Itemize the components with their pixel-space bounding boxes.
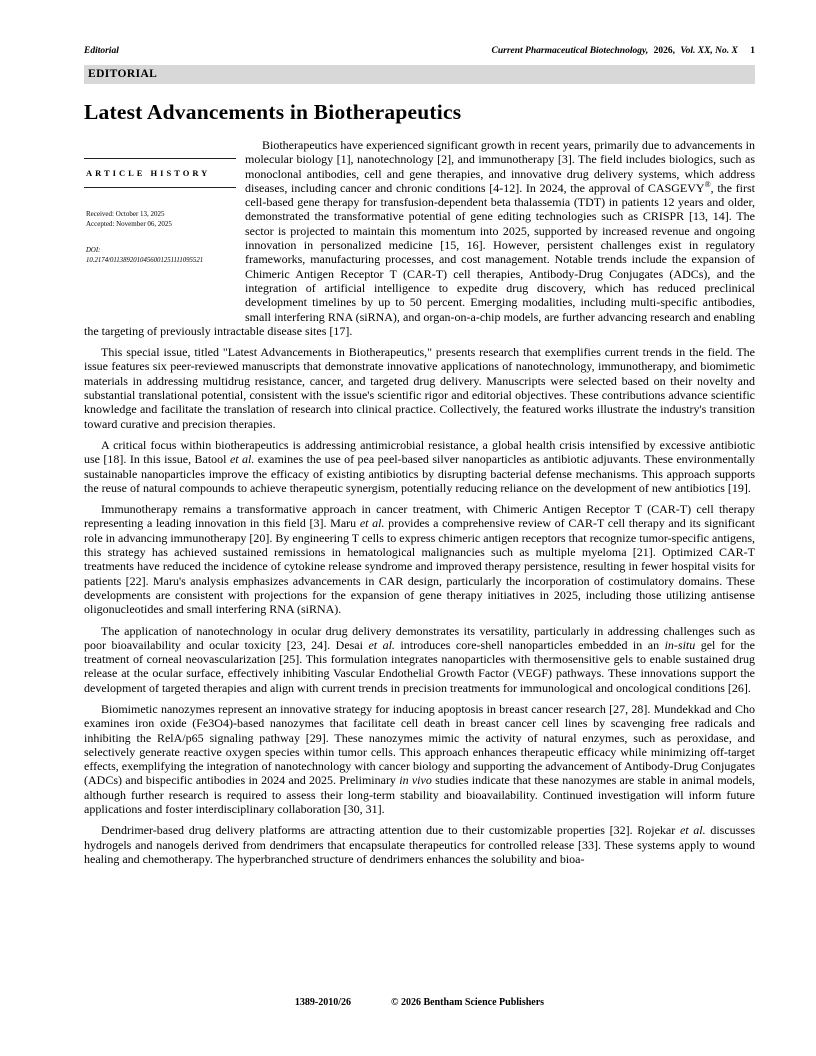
journal-name: Current Pharmaceutical Biotechnology, [491, 46, 649, 56]
journal-year: 2026, [653, 46, 675, 56]
doi-value: 10.2174/0113892010456001251111095521 [86, 257, 204, 265]
paragraph-intro: Biotherapeutics have experienced significant growth in recent years, primarily due to advancements in molecular biology [1], nanotechnology [2], and immunotherapy [3]. The field includes biologics, such as monoclonal antibodies, cell and gene therapies, and innovative drug delivery systems, which address diseases, including cancer and chronic conditions [4-12]. In 2024, the approval of CASGEVY®, the first cell-based gene therapy for transfusion-dependent beta thalassemia (TDT) in patients 12 years and older, demonstrated the transformative potential of gene editing technologies such as CRISPR [13, 14]. The sector is projected to maintain this momentum into 2025, supported by increased revenue and ongoing innovation in personalized medicine [15, 16]. However, persistent challenges exist in regulatory frameworks, manufacturing processes, and cost management. Notable trends include the expansion of Chimeric Antigen Receptor T (CAR-T) cell therapies, Antibody-Drug Conjugates (ADCs), and the integration of artificial intelligence to expedite drug discovery, which has reduced preclinical development timelines by up to 50 percent. Emerging modalities, including multi-specific antibodies, small interfering RNA (siRNA), and organ-on-a-chip models, are further advancing research and enabling the targeting of previously intractable disease sites [17]. [84, 138, 755, 338]
article-history-heading: ARTICLE HISTORY [86, 168, 211, 178]
doi-label: DOI: [86, 247, 101, 255]
paragraph-immunotherapy: Immunotherapy remains a transformative approach in cancer treatment, with Chimeric Antigen Receptor T (CAR-T) cell therapy representing a leading innovation in this field [3]. Maru et al. provides a comprehensive review of CAR-T cell therapy and its significant role in advancing immunotherapy [20]. By engineering T cells to express chimeric antigen receptors that recognize tumor-specific antigens, this strategy has achieved sustained remissions in hematological malignancies such as multiple myeloma [21]. Optimized CAR-T treatments have reduced the incidence of cytokine release syndrome and improved therapy persistence, resulting in fewer hospital visits for patients [22]. Maru's analysis emphasizes advancements in CAR design, particularly the incorporation of costimulatory domains. These developments are consistent with projections for the expansion of gene therapy initiatives in 2025, including those utilizing antisense oligonucleotides and small interfering RNA (siRNA). [84, 502, 755, 617]
article-title: Latest Advancements in Biotherapeutics [84, 100, 462, 124]
divider-bottom [84, 187, 236, 188]
running-head [84, 46, 755, 56]
page-footer [84, 997, 755, 1008]
article-history-box [84, 138, 236, 310]
article-body [84, 138, 755, 866]
issn-code: 1389-2010/26 [294, 997, 352, 1008]
paragraph-dendrimers: Dendrimer-based drug delivery platforms are attracting attention due to their customizable properties [32]. Rojekar et al. discusses hydrogels and nanogels derived from dendrimers that encapsulate therapeutics for controlled release [33]. These systems apply to wound healing and chemotherapy. The hyperbranched structure of dendrimers enhances the solubility and bioa- [84, 823, 755, 866]
accepted-date: Accepted: November 06, 2025 [86, 220, 172, 229]
journal-volume: Vol. XX, No. X [680, 46, 738, 56]
article-history-dates [84, 209, 236, 229]
running-head-right [489, 46, 755, 56]
paragraph-nanozymes: Biomimetic nanozymes represent an innovative strategy for inducing apoptosis in breast cancer research [27, 28]. Mundekkad and Cho examines iron oxide (Fe3O4)-based nanozymes that facilitate cell death in breast cancer cell lines by scavenging free radicals and inhibiting the RelA/p65 signaling pathway [29]. These nanozymes mimic the activity of natural enzymes, such as peroxidase, and selectively generate reactive oxygen species within tumor cells. This approach enhances therapeutic efficacy while minimizing off-target effects, exemplifying the integration of nanotechnology with cancer biology and supporting the advancement of Antibody-Drug Conjugates (ADCs) and bispecific antibodies in 2024 and 2025. Preliminary in vivo studies indicate that these nanozymes are stable in animal models, although further research is required to assess their long-term stability and bioavailability. Continued investigation will inform future applications and foster interdisciplinary collaboration [30, 31]. [84, 701, 756, 817]
paragraph-antimicrobial: A critical focus within biotherapeutics is addressing antimicrobial resistance, a global health crisis intensified by excessive antibiotic use [18]. In this issue, Batool et al. examines the use of pea peel-based silver nanoparticles as antibiotic adjuvants. These environmentally sustainable nanoparticles improve the efficacy of existing antibiotics by disrupting bacterial defense mechanisms. This approach supports the reuse of natural compounds to achieve therapeutic synergism, potentially reducing reliance on the development of new antibiotics [19]. [84, 437, 755, 495]
running-head-left: Editorial [84, 46, 119, 56]
page-number: 1 [750, 46, 755, 56]
paragraph-ocular-delivery: The application of nanotechnology in ocular drug delivery demonstrates its versatility, particularly in addressing challenges such as poor bioavailability and ocular toxicity [23, 24]. Desai et al. introduces core-shell nanoparticles embedded in an in-situ gel for the treatment of corneal neovascularization [25]. This formulation integrates nanoparticles with thermosensitive gels to enable sustained drug release at the ocular surface, effectively inhibiting Vascular Endothelial Growth Factor (VEGF) pathways. These innovations support the development of targeted therapies and align with current trends in precision treatments for immunological and oncological conditions [26]. [84, 623, 755, 695]
article-doi [84, 246, 236, 266]
received-date: Received: October 13, 2025 [86, 210, 165, 219]
paragraph-special-issue: This special issue, titled "Latest Advancements in Biotherapeutics," presents research that exemplifies current trends in the field. The issue features six peer-reviewed manuscripts that demonstrate innovative applications of nanotechnology, immunotherapy, and biomimetic materials in addressing multidrug resistance, cancer, and targeted drug delivery. Manuscripts were selected based on their novelty and substantial translational potential, consistent with the issue's scientific rigor and editorial objectives. These contributions advance scientific knowledge and facilitate the translation of research into clinical practice. Collectively, the featured works illustrate the industry's transition toward curative and precision therapies. [84, 345, 755, 431]
copyright-notice: © 2026 Bentham Science Publishers [391, 997, 545, 1008]
section-label-bar: EDITORIAL [84, 65, 755, 84]
